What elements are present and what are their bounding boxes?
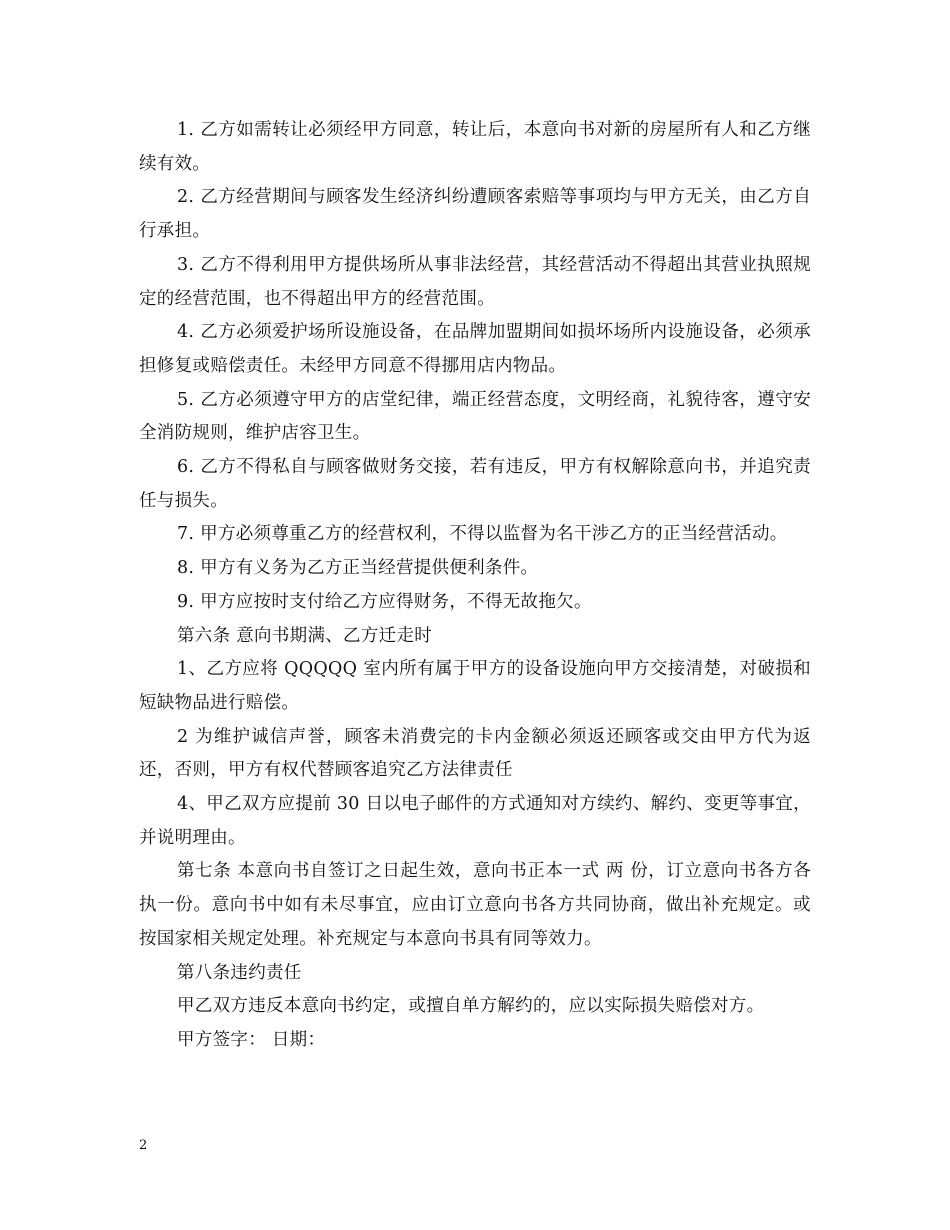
paragraph-article-6-item-4: 4、甲乙双方应提前 30 日以电子邮件的方式通知对方续约、解约、变更等事宜，并说明理由。 bbox=[139, 794, 811, 848]
paragraph-article-6-item-2: 2 为维护诚信声誉，顾客未消费完的卡内金额必须返还顾客或交由甲方代为返还，否则，甲方有权代替顾客追究乙方法律责任 bbox=[139, 726, 811, 781]
paragraph-article-6-item-1: 1、乙方应将 QQQQQ 室内所有属于甲方的设备设施向甲方交接清楚，对破损和短缺物品进行赔偿。 bbox=[139, 659, 811, 713]
paragraph-clause-4: 4. 乙方必须爱护场所设施设备，在品牌加盟期间如损坏场所内设施设备，必须承担修复或赔偿责任。未经甲方同意不得挪用店内物品。 bbox=[139, 322, 811, 376]
paragraph-clause-5: 5. 乙方必须遵守甲方的店堂纪律，端正经营态度，文明经商，礼貌待客，遵守安全消防规则，维护店容卫生。 bbox=[139, 389, 811, 444]
paragraph-clause-2: 2. 乙方经营期间与顾客发生经济纠纷遭顾客索赔等事项均与甲方无关，由乙方自行承担。 bbox=[139, 187, 811, 242]
section-heading-article-8: 第八条违约责任 bbox=[177, 962, 302, 983]
paragraph-clause-1: 1. 乙方如需转让必须经甲方同意，转让后，本意向书对新的房屋所有人和乙方继续有效。 bbox=[139, 120, 811, 174]
paragraph-clause-3: 3. 乙方不得利用甲方提供场所从事非法经营，其经营活动不得超出其营业执照规定的经营范围，也不得超出甲方的经营范围。 bbox=[139, 254, 811, 309]
paragraph-article-7: 第七条 本意向书自签订之日起生效，意向书正本一式 两 份，订立意向书各方各执一份。意向书中如有未尽事宜，应由订立意向书各方共同协商，做出补充规定。或按国家相关规定处理。补充规定与本意向书具有同等效力。 bbox=[139, 861, 811, 949]
paragraph-clause-8: 8. 甲方有义务为乙方正当经营提供便利条件。 bbox=[177, 558, 539, 579]
document-body bbox=[139, 114, 811, 1058]
paragraph-article-8: 甲乙双方违反本意向书约定，或擅自单方解约的，应以实际损失赔偿对方。 bbox=[177, 996, 765, 1017]
paragraph-clause-7: 7. 甲方必须尊重乙方的经营权利，不得以监督为名干涉乙方的正当经营活动。 bbox=[177, 524, 788, 545]
signature-line: 甲方签字： 日期： bbox=[177, 1029, 326, 1050]
section-heading-article-6: 第六条 意向书期满、乙方迁走时 bbox=[177, 625, 433, 646]
paragraph-clause-6: 6. 乙方不得私自与顾客做财务交接，若有违反，甲方有权解除意向书，并追究责任与损失。 bbox=[139, 457, 811, 511]
page-number: 2 bbox=[139, 1138, 148, 1153]
paragraph-clause-9: 9. 甲方应按时支付给乙方应得财务，不得无故拖欠。 bbox=[177, 591, 592, 612]
